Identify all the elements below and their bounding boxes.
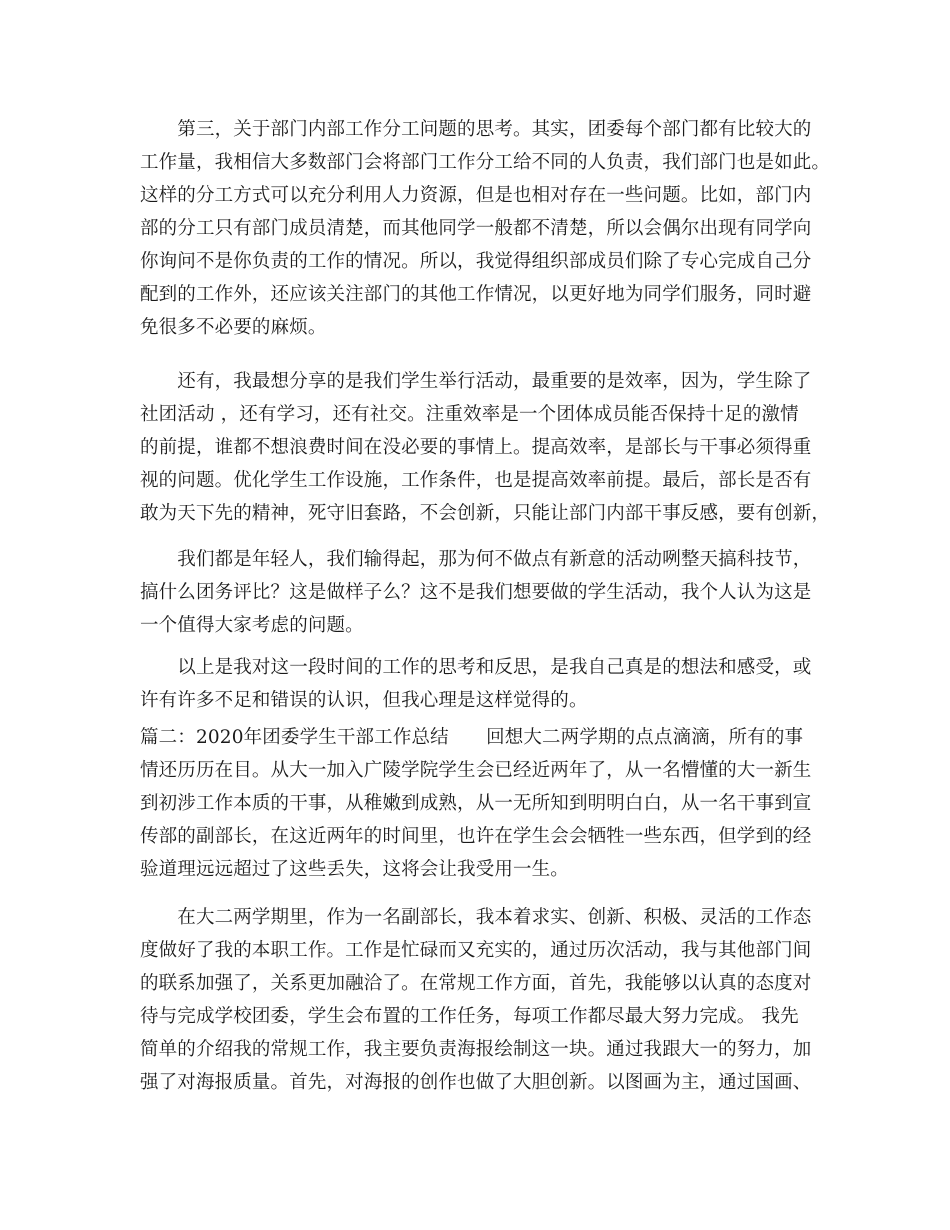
text-line: 验道理远远超过了这些丢失，这将会让我受用一生。	[140, 859, 569, 880]
text-line: 这样的分工方式可以充分利用人力资源，但是也相对存在一些问题。比如，部门内	[140, 185, 812, 206]
text-line: 传部的副部长，在这近两年的时间里，也许在学生会会牺牲一些东西，但学到的经	[140, 826, 812, 847]
text-line: 一个值得大家考虑的问题。	[140, 615, 364, 636]
text-line: 部的分工只有部门成员清楚，而其他同学一般都不清楚，所以会偶尔出现有同学向	[140, 218, 812, 239]
text-line: 配到的工作外，还应该关注部门的其他工作情况，以更好地为同学们服务，同时避	[140, 284, 812, 305]
section-heading-line: 篇二：2020年团委学生干部工作总结 回想大二两学期的点点滴滴，所有的事	[140, 727, 804, 748]
text-line: 到初涉工作本质的干事，从稚嫩到成熟，从一无所知到明明白白，从一名干事到宣	[140, 793, 812, 814]
text-line: 我们都是年轻人，我们输得起，那为何不做点有新意的活动咧整天搞科技节，	[140, 549, 812, 570]
text-line: 强了对海报质量。首先，对海报的创作也做了大胆创新。以图画为主，通过国画、	[140, 1072, 812, 1093]
text-line: 社团活动 ，还有学习，还有社交。注重效率是一个团体成员能否保持十足的激情	[140, 404, 799, 425]
text-line: 简单的介绍我的常规工作，我主要负责海报绘制这一块。通过我跟大一的努力，加	[140, 1039, 812, 1060]
text-line: 视的问题。优化学生工作设施，工作条件，也是提高效率前提。最后，部长是否有	[140, 470, 812, 491]
text-line: 搞什么团务评比？这是做样子么？这不是我们想要做的学生活动，我个人认为这是	[140, 582, 812, 603]
text-line: 度做好了我的本职工作。工作是忙碌而又充实的，通过历次活动，我与其他部门间	[140, 940, 812, 961]
text-line: 还有，我最想分享的是我们学生举行活动，最重要的是效率，因为，学生除了	[140, 371, 812, 392]
text-line: 敢为天下先的精神，死守旧套路，不会创新，只能让部门内部干事反感，要有创新，	[140, 503, 831, 524]
text-line: 你询问不是你负责的工作的情况。所以，我觉得组织部成员们除了专心完成自己分	[140, 251, 812, 272]
text-line: 的联系加强了，关系更加融洽了。在常规工作方面，首先，我能够以认真的态度对	[140, 973, 812, 994]
text-line: 的前提，谁都不想浪费时间在没必要的事情上。提高效率，是部长与干事必须得重	[140, 437, 812, 458]
text-line: 情还历历在目。从大一加入广陵学院学生会已经近两年了，从一名懵懂的大一新生	[140, 760, 812, 781]
text-line: 第三，关于部门内部工作分工问题的思考。其实，团委每个部门都有比较大的	[140, 119, 812, 140]
text-line: 以上是我对这一段时间的工作的思考和反思，是我自己真是的想法和感受，或	[140, 657, 812, 678]
text-line: 工作量，我相信大多数部门会将部门工作分工给不同的人负责，我们部门也是如此。	[140, 152, 831, 173]
text-line: 待与完成学校团委，学生会布置的工作任务，每项工作都尽最大努力完成。 我先	[140, 1006, 799, 1027]
text-line: 在大二两学期里，作为一名副部长，我本着求实、创新、积极、灵活的工作态	[140, 907, 812, 928]
text-line: 许有许多不足和错误的认识，但我心理是这样觉得的。	[140, 690, 588, 711]
text-line: 免很多不必要的麻烦。	[140, 317, 327, 338]
